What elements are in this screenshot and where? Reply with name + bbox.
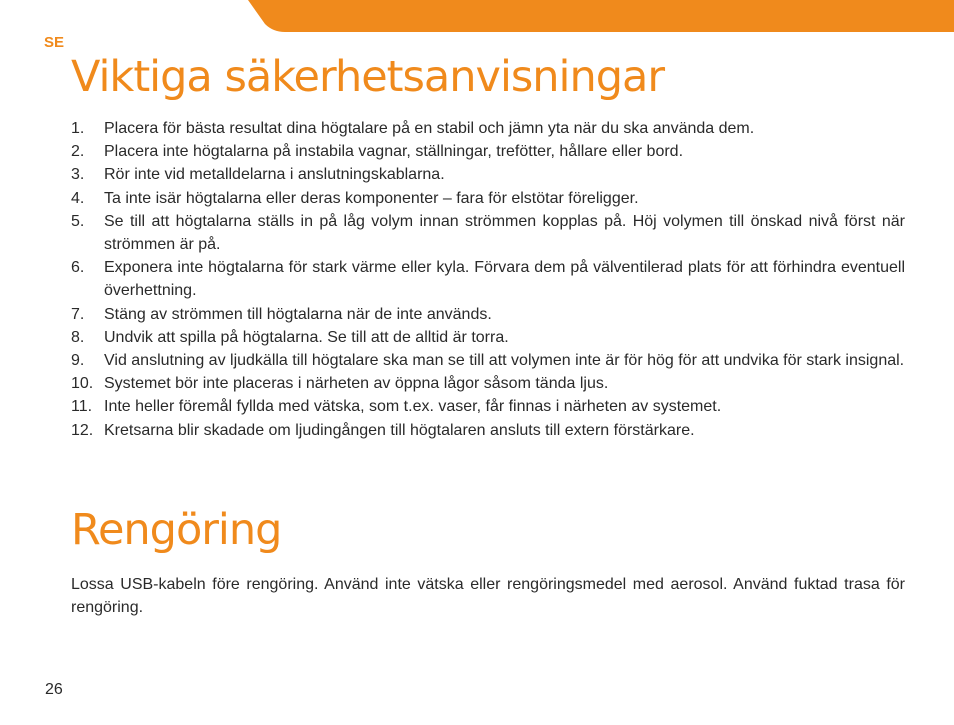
- language-code: SE: [44, 34, 65, 51]
- list-item: [71, 372, 905, 395]
- list-item-text: Se till att högtalarna ställs in på låg volym innan strömmen kopplas på. Höj volymen till önskad nivå först när strömmen är på.: [104, 212, 905, 254]
- list-item: [71, 210, 905, 256]
- list-item: [71, 349, 905, 372]
- list-item-number: 12.: [71, 421, 94, 439]
- list-item: [71, 395, 905, 418]
- list-item-text: Rör inte vid metalldelarna i anslutningskablarna.: [104, 166, 445, 184]
- safety-instructions-list: [71, 117, 905, 442]
- list-item-number: 1.: [71, 120, 85, 137]
- list-item: [71, 140, 905, 163]
- list-item: [71, 419, 905, 442]
- list-item-number: 11.: [71, 398, 93, 416]
- list-item: [71, 163, 905, 186]
- list-item-text: Systemet bör inte placeras i närheten av öppna lågor såsom tända ljus.: [104, 375, 609, 393]
- list-item-text: Stäng av strömmen till högtalarna när de inte används.: [104, 305, 492, 323]
- header-accent-shape: [248, 0, 954, 32]
- list-item-text: Placera inte högtalarna på instabila vagnar, ställningar, trefötter, hållare eller bord.: [104, 143, 684, 161]
- list-item-text: Exponera inte högtalarna för stark värme eller kyla. Förvara dem på välventilerad plats för att förhindra eventuell överhettning.: [104, 259, 905, 300]
- list-item-number: 6.: [71, 259, 85, 277]
- list-item-number: 3.: [71, 166, 85, 184]
- list-item-number: 5.: [71, 212, 85, 230]
- page-number: 26: [45, 681, 63, 698]
- list-item-number: 10.: [71, 375, 94, 393]
- list-item: [71, 187, 905, 210]
- list-item-number: 2.: [71, 143, 85, 161]
- list-item-number: 4.: [71, 189, 85, 207]
- header-accent-bar: [0, 0, 954, 32]
- safety-heading: Viktiga säkerhetsanvisningar: [71, 52, 665, 102]
- list-item-number: 8.: [71, 328, 85, 346]
- list-item: [71, 256, 905, 302]
- list-item-text: Vid anslutning av ljudkälla till högtalare ska man se till att volymen inte är för hög för att undvika för stark insignal.: [104, 352, 905, 370]
- list-item-text: Placera för bästa resultat dina högtalare på en stabil och jämn yta när du ska använda dem.: [104, 120, 755, 137]
- list-item: [71, 303, 905, 326]
- list-item-text: Kretsarna blir skadade om ljudingången till högtalaren ansluts till extern förstärkare.: [104, 421, 695, 439]
- list-item-number: 7.: [71, 305, 85, 323]
- list-item-text: Ta inte isär högtalarna eller deras komponenter – fara för elstötar föreligger.: [104, 189, 639, 207]
- cleaning-paragraph: Lossa USB-kabeln före rengöring. Använd inte vätska eller rengöringsmedel med aerosol. Använd fuktad trasa för rengöring.: [71, 576, 905, 617]
- cleaning-heading: Rengöring: [71, 505, 282, 555]
- list-item: [71, 117, 905, 140]
- list-item-number: 9.: [71, 352, 85, 370]
- list-item: [71, 326, 905, 349]
- list-item-text: Undvik att spilla på högtalarna. Se till att de alltid är torra.: [104, 328, 509, 346]
- list-item-text: Inte heller föremål fyllda med vätska, som t.ex. vaser, får finnas i närheten av systemet.: [104, 398, 722, 416]
